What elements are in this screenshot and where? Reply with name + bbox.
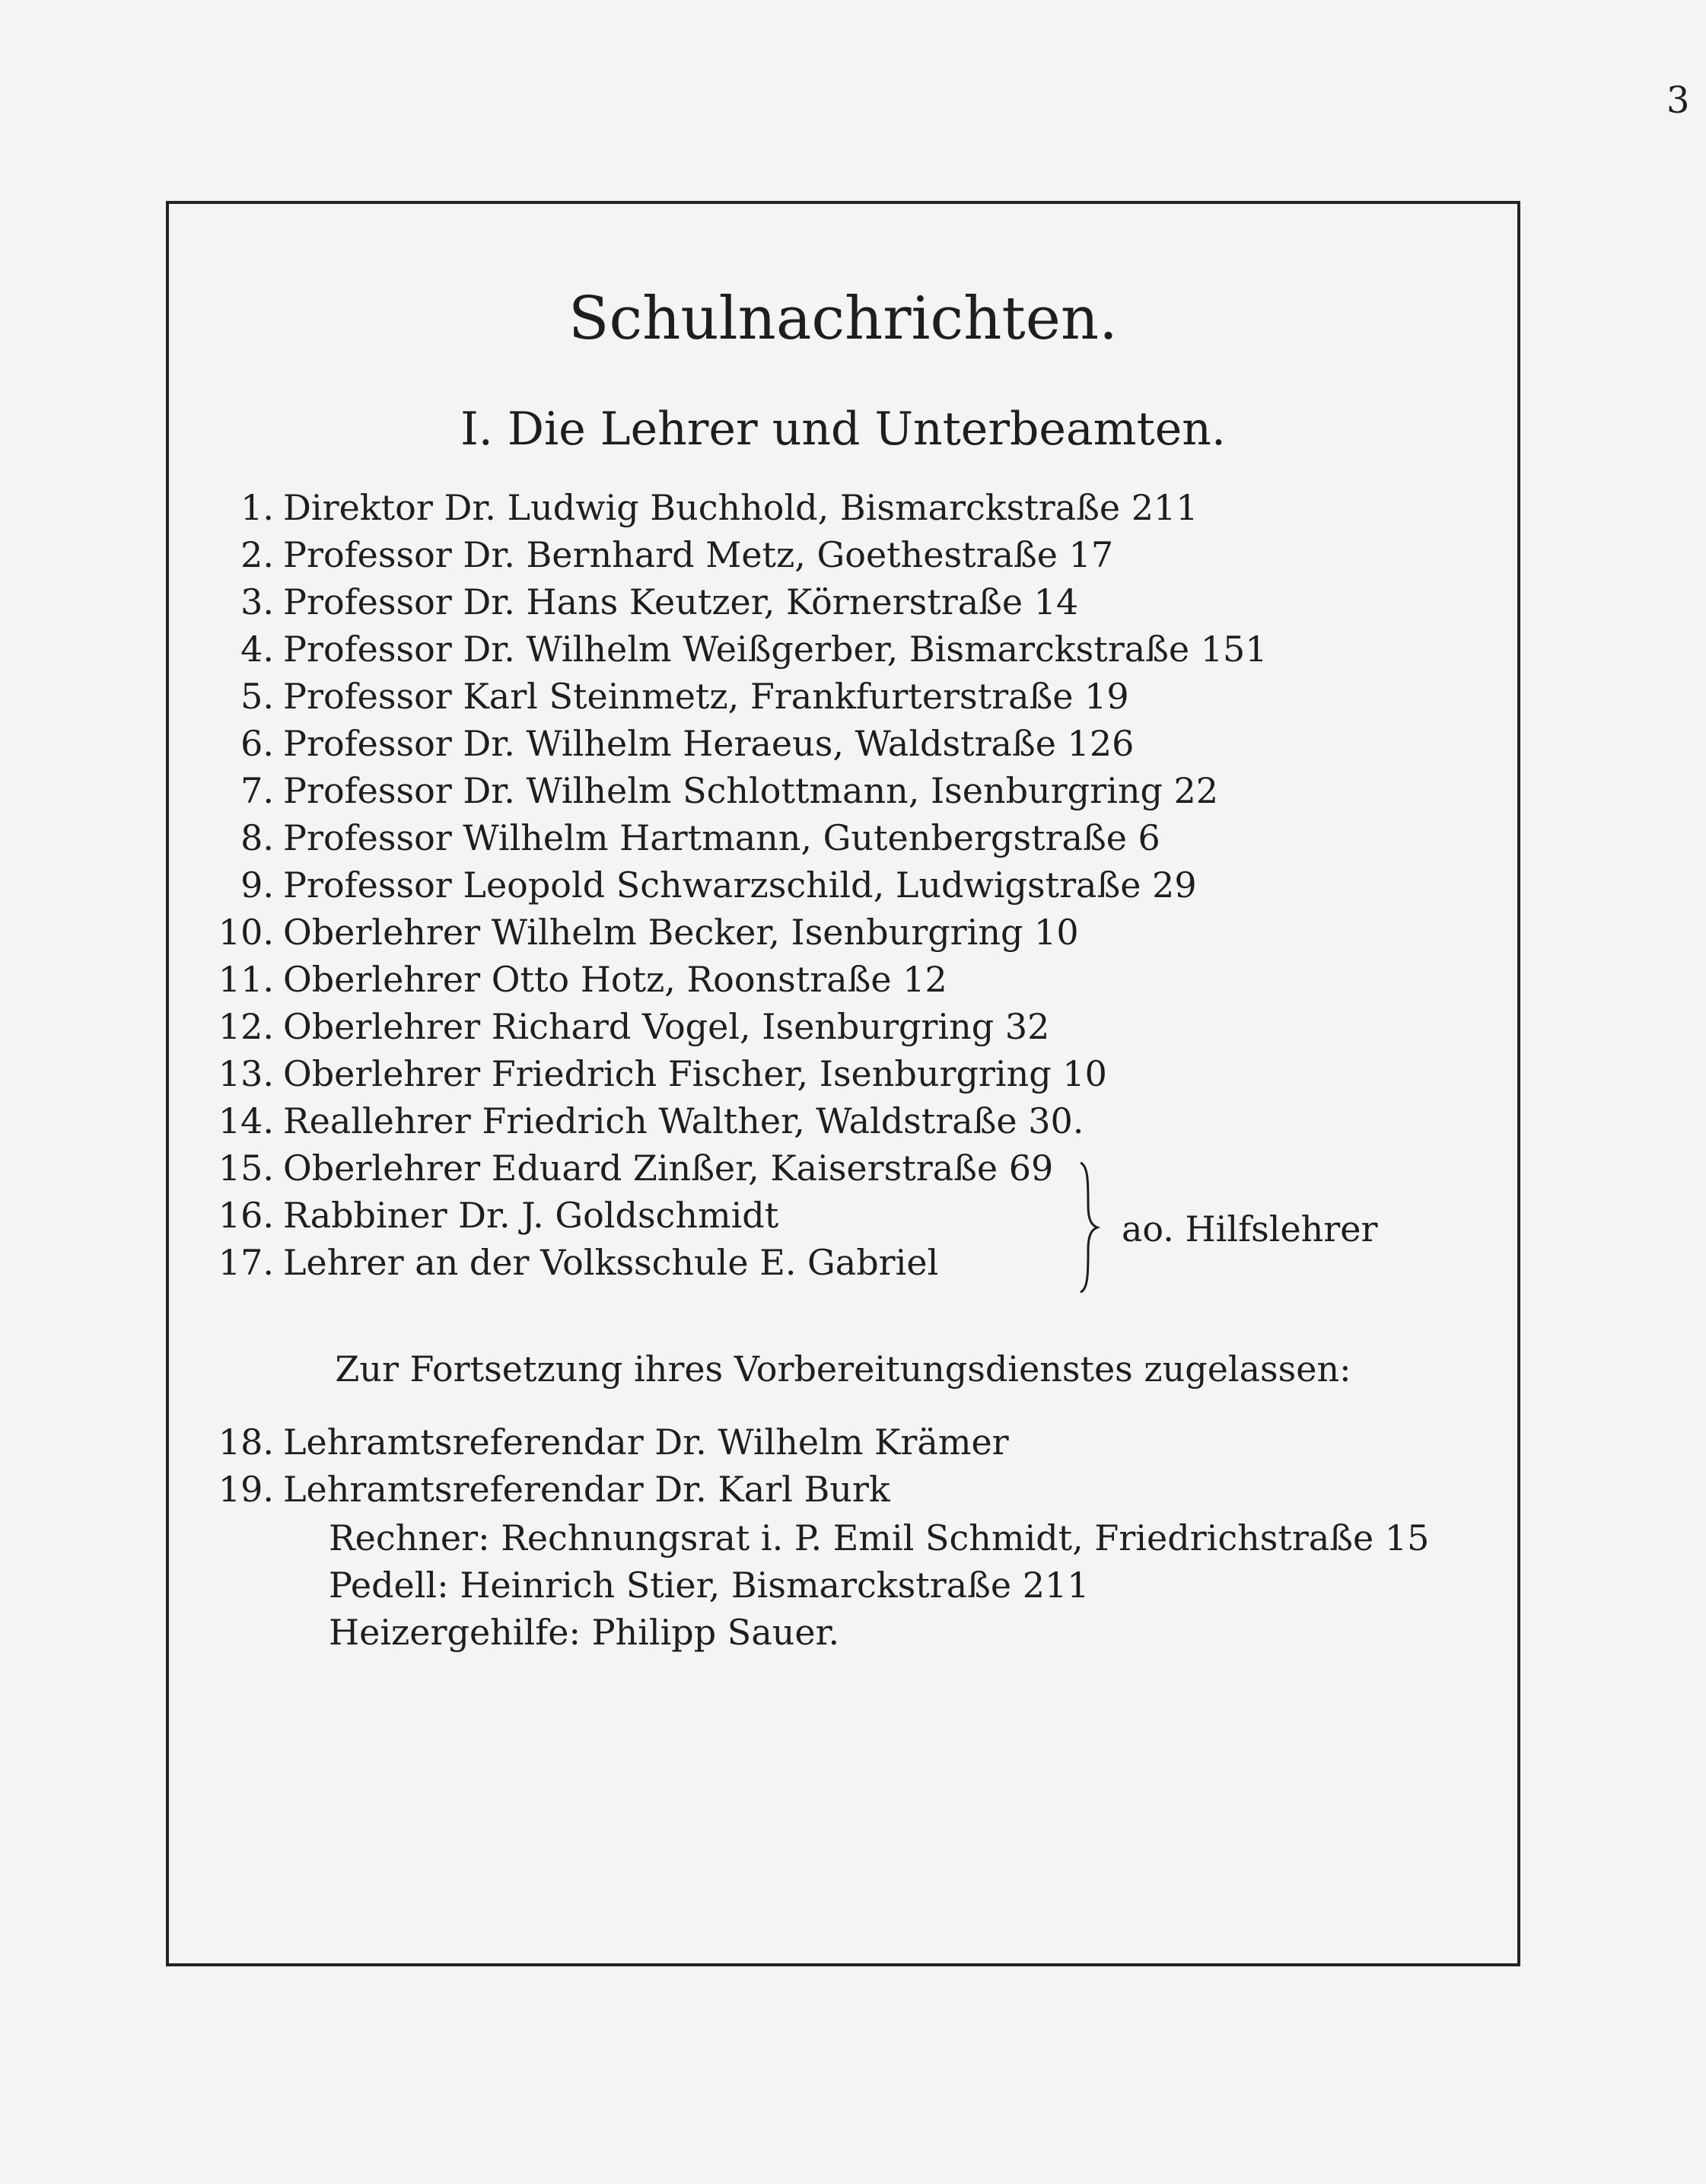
list-item bbox=[169, 484, 1198, 531]
item-text: Oberlehrer Richard Vogel, Isenburgring 32 bbox=[283, 1006, 1050, 1047]
list-item bbox=[169, 909, 1079, 956]
item-text: Professor Leopold Schwarzschild, Ludwigstraße 29 bbox=[283, 864, 1197, 906]
item-number: 16. bbox=[218, 1195, 274, 1236]
list-item bbox=[169, 673, 1129, 720]
list-item bbox=[169, 1145, 1053, 1192]
official-line: Rechner: Rechnungsrat i. P. Emil Schmidt, Friedrichstraße 15 bbox=[329, 1517, 1430, 1558]
item-number: 15. bbox=[218, 1148, 274, 1189]
list-item bbox=[169, 720, 1134, 767]
item-number: 18. bbox=[218, 1422, 274, 1463]
list-item bbox=[169, 861, 1197, 909]
subheading: Zur Fortsetzung ihres Vorbereitungsdienstes zugelassen: bbox=[335, 1348, 1351, 1390]
item-number: 17. bbox=[218, 1242, 274, 1283]
list-item bbox=[169, 1418, 1009, 1466]
official-line: Pedell: Heinrich Stier, Bismarckstraße 211 bbox=[329, 1565, 1090, 1606]
item-number: 7. bbox=[240, 770, 274, 811]
item-text: Oberlehrer Wilhelm Becker, Isenburgring 10 bbox=[283, 912, 1079, 953]
list-item bbox=[169, 626, 1268, 673]
item-number: 3. bbox=[240, 581, 274, 622]
item-number: 5. bbox=[240, 676, 274, 717]
item-number: 19. bbox=[218, 1469, 274, 1510]
item-text: Oberlehrer Eduard Zinßer, Kaiserstraße 69 bbox=[283, 1148, 1054, 1189]
item-number: 12. bbox=[218, 1006, 274, 1047]
item-text: Lehramtsreferendar Dr. Wilhelm Krämer bbox=[283, 1422, 1009, 1463]
item-text: Professor Dr. Wilhelm Heraeus, Waldstraße 126 bbox=[283, 723, 1135, 764]
item-text: Lehrer an der Volksschule E. Gabriel bbox=[283, 1242, 939, 1283]
page-title: Schulnachrichten. bbox=[568, 285, 1118, 353]
list-item bbox=[169, 531, 1113, 578]
item-number: 8. bbox=[240, 817, 274, 858]
item-number: 4. bbox=[240, 629, 274, 670]
item-text: Professor Dr. Hans Keutzer, Körnerstraße 14 bbox=[283, 581, 1079, 622]
list-item bbox=[169, 1003, 1049, 1050]
item-number: 11. bbox=[218, 959, 274, 1000]
item-text: Professor Dr. Wilhelm Weißgerber, Bismarckstraße 151 bbox=[283, 629, 1268, 670]
item-number: 1. bbox=[240, 487, 274, 528]
item-text: Direktor Dr. Ludwig Buchhold, Bismarckstraße 211 bbox=[283, 487, 1198, 528]
list-item bbox=[169, 956, 947, 1003]
list-item bbox=[169, 1239, 938, 1286]
official-line: Heizergehilfe: Philipp Sauer. bbox=[329, 1612, 840, 1653]
item-text: Oberlehrer Otto Hotz, Roonstraße 12 bbox=[283, 959, 947, 1000]
item-text: Rabbiner Dr. J. Goldschmidt bbox=[283, 1195, 779, 1236]
content-frame bbox=[166, 201, 1520, 1966]
item-number: 2. bbox=[240, 534, 274, 575]
item-number: 13. bbox=[218, 1053, 274, 1094]
list-item bbox=[169, 578, 1078, 626]
item-number: 9. bbox=[240, 864, 274, 906]
item-number: 10. bbox=[218, 912, 274, 953]
item-text: Professor Dr. Bernhard Metz, Goethestraße 17 bbox=[283, 534, 1114, 575]
page-number: 3 bbox=[1666, 79, 1690, 122]
list-item bbox=[169, 814, 1160, 861]
item-text: Professor Karl Steinmetz, Frankfurterstraße 19 bbox=[283, 676, 1129, 717]
item-text: Professor Dr. Wilhelm Schlottmann, Isenburgring 22 bbox=[283, 770, 1219, 811]
item-number: 14. bbox=[218, 1100, 274, 1141]
list-item bbox=[169, 767, 1218, 814]
item-text: Lehramtsreferendar Dr. Karl Burk bbox=[283, 1469, 890, 1510]
item-text: Reallehrer Friedrich Walther, Waldstraße 30. bbox=[283, 1100, 1084, 1141]
list-item bbox=[169, 1097, 1084, 1145]
section-heading: I. Die Lehrer und Unterbeamten. bbox=[460, 403, 1226, 456]
curly-brace-icon bbox=[1077, 1160, 1100, 1295]
list-item bbox=[169, 1192, 778, 1239]
list-item bbox=[169, 1466, 890, 1513]
item-text: Oberlehrer Friedrich Fischer, Isenburgring 10 bbox=[283, 1053, 1107, 1094]
item-number: 6. bbox=[240, 723, 274, 764]
item-text: Professor Wilhelm Hartmann, Gutenbergstraße 6 bbox=[283, 817, 1160, 858]
list-item bbox=[169, 1050, 1107, 1097]
brace-note: ao. Hilfslehrer bbox=[1122, 1208, 1378, 1250]
